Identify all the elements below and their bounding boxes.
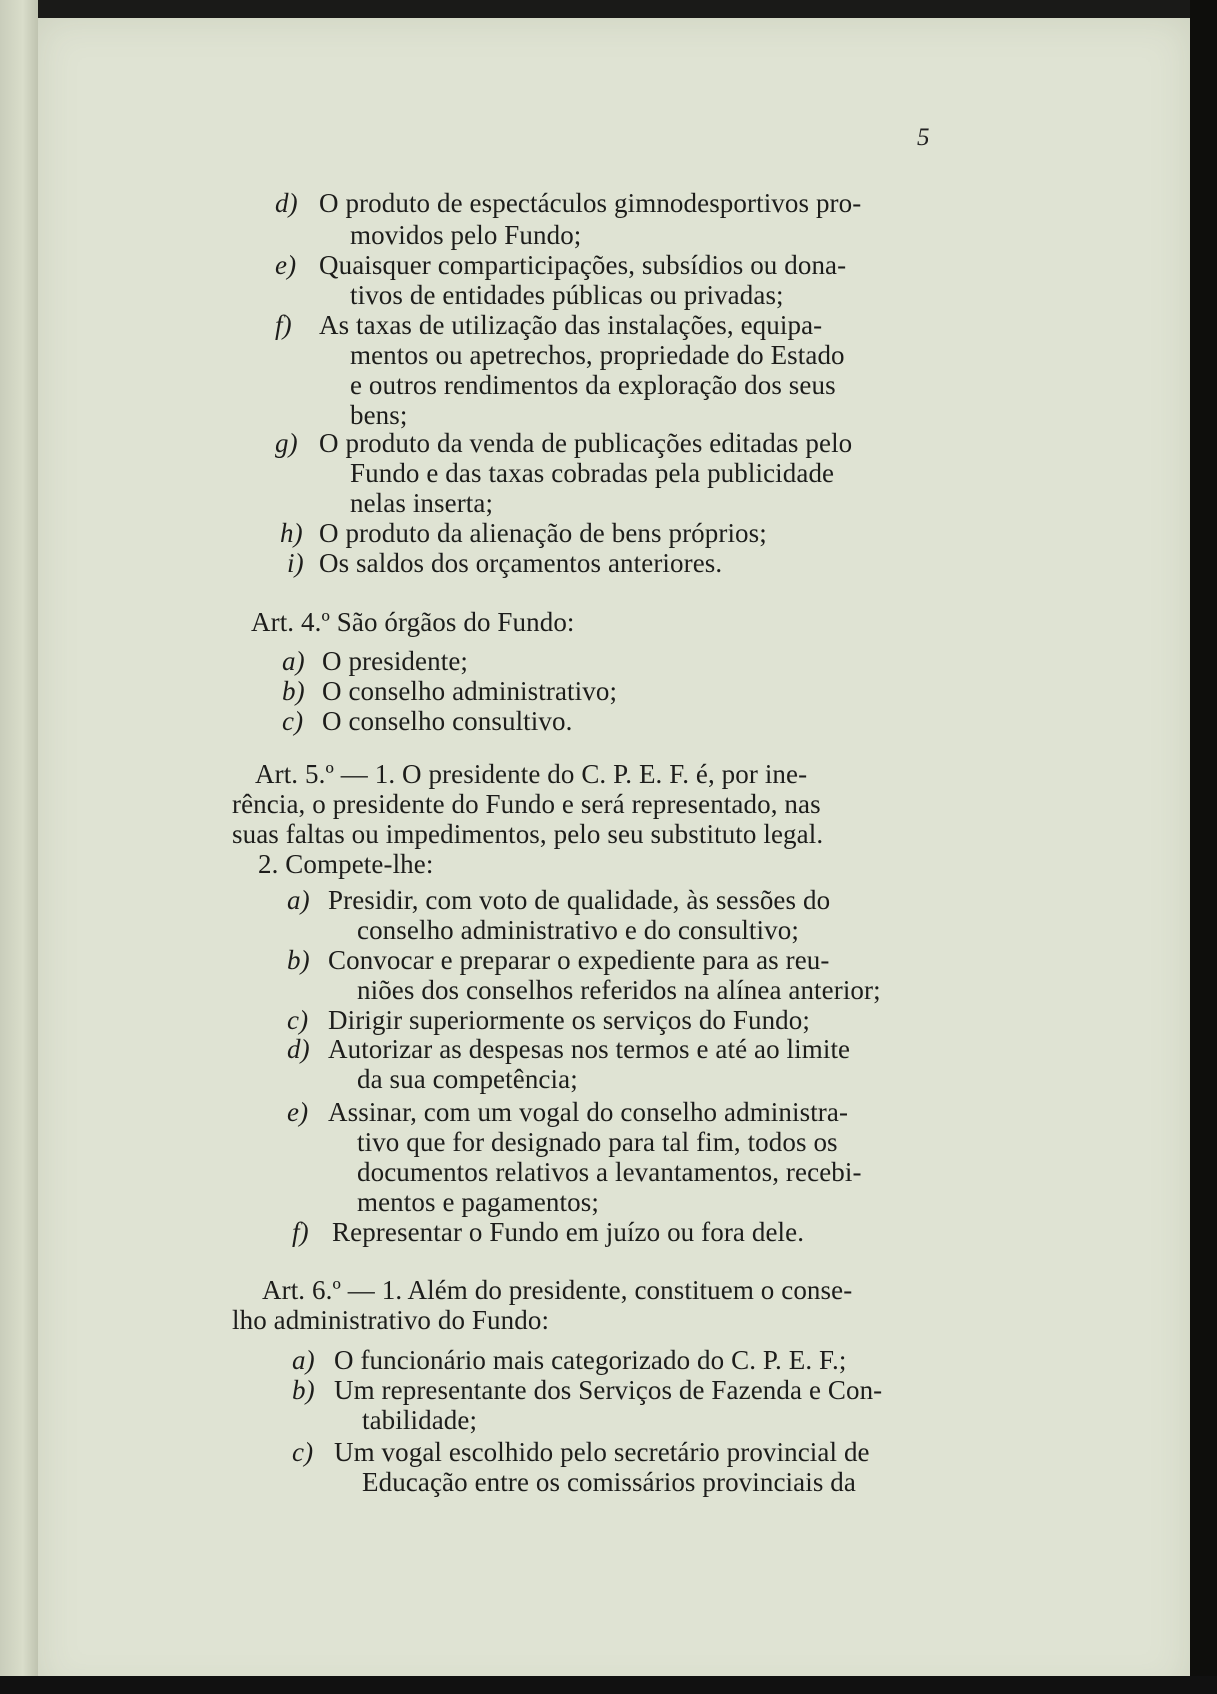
text-line: Fundo e das taxas cobradas pela publicidade <box>350 458 835 488</box>
text-line: O produto da venda de publicações editadas pelo <box>319 428 853 458</box>
page-number: 5 <box>917 124 930 151</box>
text-line: mentos e pagamentos; <box>357 1187 599 1217</box>
text-line: tabilidade; <box>362 1405 478 1435</box>
text-line: As taxas de utilização das instalações, equipa- <box>319 310 823 340</box>
text-line: Os saldos dos orçamentos anteriores. <box>319 548 723 578</box>
text-line: conselho administrativo e do consultivo; <box>357 915 799 945</box>
item-label: c) <box>292 1437 314 1467</box>
item-label: d) <box>275 188 298 218</box>
text-line: suas faltas ou impedimentos, pelo seu substituto legal. <box>232 819 824 849</box>
item-label: a) <box>282 646 305 676</box>
item-label: g) <box>275 428 298 458</box>
text-line: tivos de entidades públicas ou privadas; <box>350 280 784 310</box>
text-line: Representar o Fundo em juízo ou fora dele. <box>332 1217 805 1247</box>
text-line: Presidir, com voto de qualidade, às sessões do <box>328 885 831 915</box>
item-label: d) <box>287 1034 310 1064</box>
item-label: h) <box>280 518 303 548</box>
text-line: Art. 5.º — 1. O presidente do C. P. E. F. é, por ine- <box>255 759 808 789</box>
item-label: e) <box>287 1097 309 1127</box>
text-line: O produto de espectáculos gimnodesportivos pro- <box>319 188 862 218</box>
text-line: Convocar e preparar o expediente para as reu- <box>328 945 830 975</box>
text-line: O presidente; <box>322 646 469 676</box>
item-label: i) <box>287 548 304 578</box>
item-label: f) <box>275 310 292 340</box>
text-line: Assinar, com um vogal do conselho administra- <box>328 1097 849 1127</box>
item-label: b) <box>287 945 310 975</box>
text-line: niões dos conselhos referidos na alínea anterior; <box>357 975 881 1005</box>
text-line: rência, o presidente do Fundo e será representado, nas <box>232 789 821 819</box>
text-line: nelas inserta; <box>350 488 494 518</box>
text-line: Autorizar as despesas nos termos e até ao limite <box>328 1034 851 1064</box>
text-line: Dirigir superiormente os serviços do Fundo; <box>328 1005 810 1035</box>
item-label: b) <box>282 676 305 706</box>
text-line: Educação entre os comissários provinciais da <box>362 1467 856 1497</box>
article-heading: Art. 4.º São órgãos do Fundo: <box>251 607 575 637</box>
text-line: O conselho administrativo; <box>322 676 618 706</box>
text-line: Um representante dos Serviços de Fazenda e Con- <box>334 1375 883 1405</box>
item-label: c) <box>287 1005 309 1035</box>
item-label: f) <box>292 1217 309 1247</box>
text-line: tivo que for designado para tal fim, todos os <box>357 1127 838 1157</box>
text-line: O produto da alienação de bens próprios; <box>319 518 767 548</box>
text-line: Um vogal escolhido pelo secretário provincial de <box>334 1437 870 1467</box>
item-label: e) <box>275 250 297 280</box>
text-line: bens; <box>350 400 408 430</box>
text-line: Art. 6.º — 1. Além do presidente, constituem o conse- <box>262 1275 853 1305</box>
text-line: Quaisquer comparticipações, subsídios ou dona- <box>319 250 847 280</box>
subsection-heading: 2. Compete-lhe: <box>258 849 434 879</box>
text-line: movidos pelo Fundo; <box>350 220 582 250</box>
text-line: lho administrativo do Fundo: <box>232 1305 550 1335</box>
item-label: b) <box>292 1375 315 1405</box>
text-line: documentos relativos a levantamentos, recebi- <box>357 1157 862 1187</box>
text-line: O conselho consultivo. <box>322 706 573 736</box>
item-label: a) <box>292 1345 315 1375</box>
item-label: a) <box>287 885 310 915</box>
text-line: da sua competência; <box>357 1064 578 1094</box>
text-line: e outros rendimentos da exploração dos seus <box>350 370 836 400</box>
text-line: O funcionário mais categorizado do C. P. E. F.; <box>334 1345 847 1375</box>
text-line: mentos ou apetrechos, propriedade do Estado <box>350 340 845 370</box>
item-label: c) <box>282 706 304 736</box>
